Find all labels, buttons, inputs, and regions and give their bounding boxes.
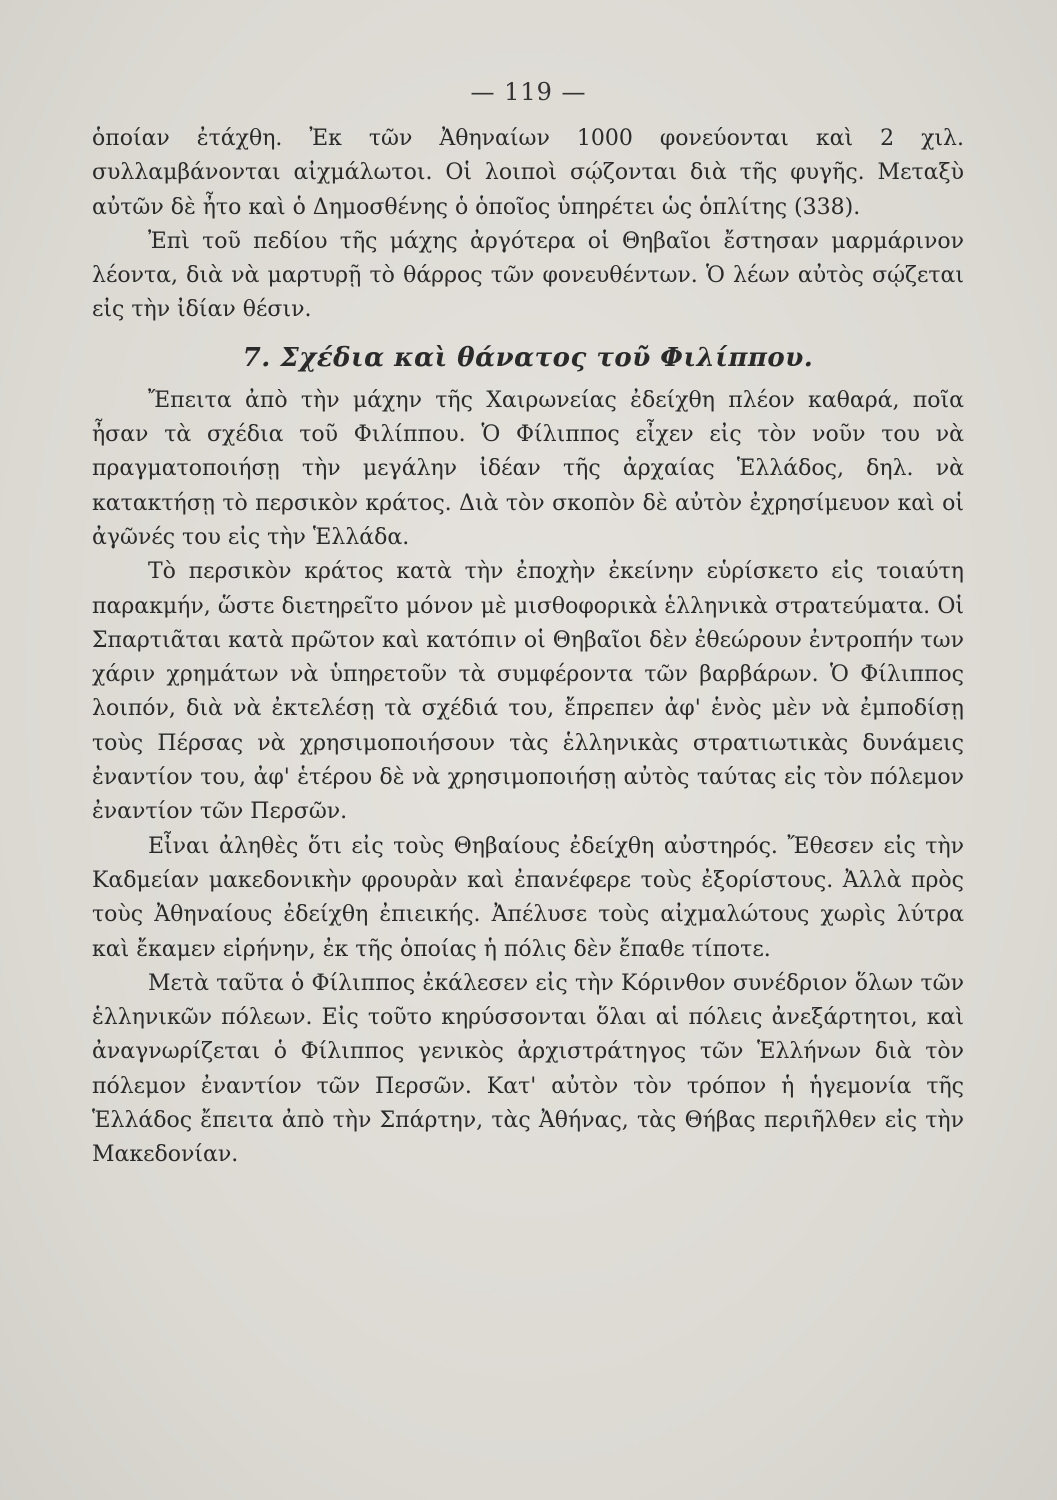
page-body	[92, 122, 964, 1173]
section-heading: 7. Σχέδια καὶ θάνατος τοῦ Φιλίππου.	[242, 342, 814, 373]
paragraph-5: Εἶναι ἀληθὲς ὅτι εἰς τοὺς Θηβαίους ἐδείχθη αὐστηρός. Ἔθεσεν εἰς τὴν Καδμείαν μακεδονικὴν φρουρὰν καὶ ἐπανέφερε τοὺς ἐξορίστους. Ἀλλὰ πρὸς τοὺς Ἀθηναίους ἐδείχθη ἐπιεικής. Ἀπέλυσε τοὺς αἰχμαλώτους χωρὶς λύτρα καὶ ἔκαμεν εἰρήνην, ἐκ τῆς ὁποίας ἡ πόλις δὲν ἔπαθε τίποτε.	[92, 833, 964, 962]
paragraph-3: Ἔπειτα ἀπὸ τὴν μάχην τῆς Χαιρωνείας ἐδείχθη πλέον καθαρά, ποῖα ἦσαν τὰ σχέδια τοῦ Φιλίππου. Ὁ Φίλιππος εἶχεν εἰς τὸν νοῦν του νὰ πραγματοποιήσῃ τὴν μεγάλην ἰδέαν τῆς ἀρχαίας Ἑλλάδος, δηλ. νὰ κατακτήσῃ τὸ περσικὸν κράτος. Διὰ τὸν σκοπὸν δὲ αὐτὸν ἐχρησίμευον καὶ οἱ ἀγῶνές του εἰς τὴν Ἑλλάδα.	[92, 387, 964, 550]
paragraph-6: Μετὰ ταῦτα ὁ Φίλιππος ἐκάλεσεν εἰς τὴν Κόρινθον συνέδριον ὅλων τῶν ἑλληνικῶν πόλεων. Εἰς τοῦτο κηρύσσονται ὅλαι αἱ πόλεις ἀνεξάρτητοι, καὶ ἀναγνωρίζεται ὁ Φίλιππος γενικὸς ἀρχιστράτηγος τῶν Ἑλλήνων διὰ τὸν πόλεμον ἐναντίον τῶν Περσῶν. Κατ' αὐτὸν τὸν τρόπον ἡ ἡγεμονία τῆς Ἑλλάδος ἔπειτα ἀπὸ τὴν Σπάρτην, τὰς Ἀθήνας, τὰς Θήβας περιῆλθεν εἰς τὴν Μακεδονίαν.	[92, 970, 964, 1168]
page-number: — 119 —	[470, 78, 587, 106]
paragraph-4: Τὸ περσικὸν κράτος κατὰ τὴν ἐποχὴν ἐκείνην εὑρίσκετο εἰς τοιαύτη παρακμήν, ὥστε διετηρεῖτο μόνον μὲ μισθοφορικὰ ἑλληνικὰ στρατεύματα. Οἱ Σπαρτιᾶται κατὰ πρῶτον καὶ κατόπιν οἱ Θηβαῖοι δὲν ἐθεώρουν ἐντροπήν των χάριν χρημάτων νὰ ὑπηρετοῦν τὰ συμφέροντα τῶν βαρβάρων. Ὁ Φίλιππος λοιπόν, διὰ νὰ ἐκτελέσῃ τὰ σχέδιά του, ἔπρεπεν ἀφ' ἑνὸς μὲν νὰ ἐμποδίσῃ τοὺς Πέρσας νὰ χρησιμοποιήσουν τὰς ἑλληνικὰς στρατιωτικὰς δυνάμεις ἐναντίον του, ἀφ' ἑτέρου δὲ νὰ χρησιμοποιήσῃ αὐτὸς ταύτας εἰς τὸν πόλεμον ἐναντίον τῶν Περσῶν.	[92, 559, 964, 825]
paragraph-2: Ἐπὶ τοῦ πεδίου τῆς μάχης ἀργότερα οἱ Θηβαῖοι ἔστησαν μαρμάρινον λέοντα, διὰ νὰ μαρτυρῇ τὸ θάρρος τῶν φονευθέντων. Ὁ λέων αὐτὸς σῴζεται εἰς τὴν ἰδίαν θέσιν.	[92, 228, 964, 323]
paragraph-1: ὁποίαν ἐτάχθη. Ἐκ τῶν Ἀθηναίων 1000 φονεύονται καὶ 2 χιλ. συλλαμβάνονται αἰχμάλωτοι. Οἱ λοιποὶ σῴζονται διὰ τῆς φυγῆς. Μεταξὺ αὐτῶν δὲ ἦτο καὶ ὁ Δημοσθένης ὁ ὁποῖος ὑπηρέτει ὡς ὁπλίτης (338).	[92, 126, 964, 220]
